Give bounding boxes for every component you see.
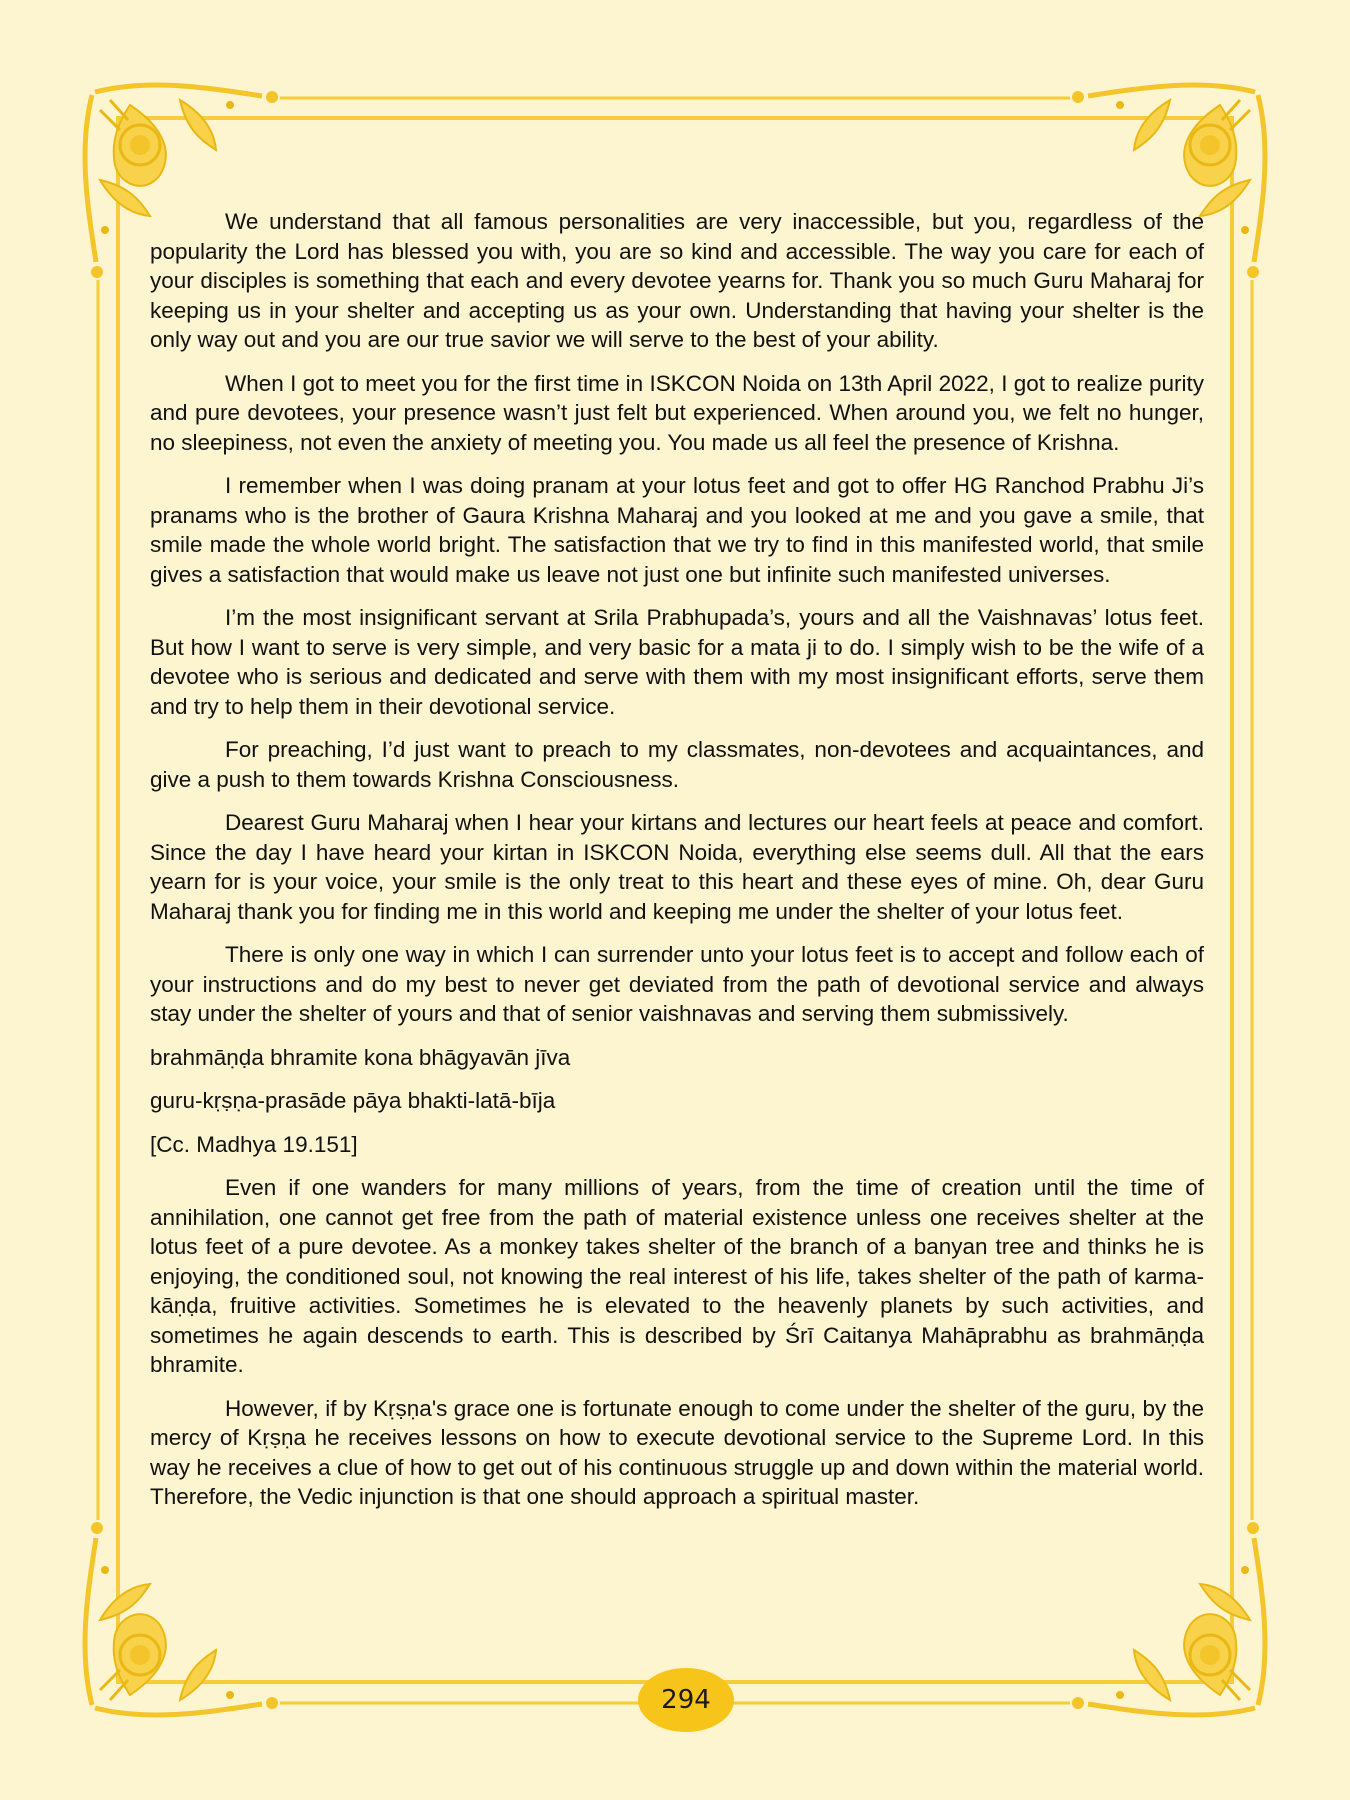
paragraph-3: I remember when I was doing pranam at your lotus feet and got to offer HG Ranchod Prabhu Ji’s pranams who is the brother of Gaura Krishna Maharaj and you looked at me and you gave a smile, that smile made the whole world bright. The satisfaction that we try to find in this manifested world, that smile gives a satisfaction that would make us leave not just one but infinite such manifested universes. bbox=[150, 473, 1204, 587]
purport-paragraph-2: However, if by Kṛṣṇa's grace one is fortunate enough to come under the shelter of the guru, by the mercy of Kṛṣṇa he receives lessons on how to execute devotional service to the Supreme Lord. In this way he receives a clue of how to get out of his continuous struggle up and down within the material world. Therefore, the Vedic injunction is that one should approach a spiritual master. bbox=[150, 1395, 1204, 1509]
corner-ornament-bottom-right bbox=[1072, 1522, 1265, 1715]
paragraph-7: There is only one way in which I can surrender unto your lotus feet is to accept and follow each of your instructions and do my best to never get deviated from the path of devotional service and always stay under the shelter of yours and that of senior vaishnavas and serving them submissively. bbox=[150, 942, 1204, 1026]
paragraph-1: We understand that all famous personalities are very inaccessible, but you, regardless of the popularity the Lord has blessed you with, you are so kind and accessible. The way you care for each of your disciples is something that each and every devotee yearns for. Thank you so much Guru Maharaj for keeping us in your shelter and accepting us as your own. Understanding that having your shelter is the only way out and you are our true savior we will serve to the best of your ability. bbox=[150, 209, 1204, 352]
paragraph-2: When I got to meet you for the first time in ISKCON Noida on 13th April 2022, I got to realize purity and pure devotees, your presence wasn’t just felt but experienced. When around you, we felt no hunger, no sleepiness, not even the anxiety of meeting you. You made us all feel the presence of Krishna. bbox=[150, 370, 1204, 455]
paragraph-4: I’m the most insignificant servant at Srila Prabhupada’s, yours and all the Vaishnavas’ lotus feet. But how I want to serve is very simple, and very basic for a mata ji to do. I simply wish to be the wife of a devotee who is serious and dedicated and serve with them with my most insignificant efforts, serve them and try to help them in their devotional service. bbox=[150, 605, 1204, 719]
purport-paragraph-1: Even if one wanders for many millions of years, from the time of creation until the time of annihilation, one cannot get free from the path of material existence unless one receives shelter at the lotus feet of a pure devotee. As a monkey takes shelter of the branch of a banyan tree and thinks he is enjoying, the conditioned soul, not knowing the real interest of his life, takes shelter of the path of karma-kāṇḍa, fruitive activities. Sometimes he is elevated to the heavenly planets by such activities, and sometimes he again descends to earth. This is described by Śrī Caitanya Mahāprabhu as brahmāṇḍa bhramite. bbox=[150, 1175, 1204, 1377]
verse-line-1: brahmāṇḍa bhramite kona bhāgyavān jīva bbox=[150, 1044, 571, 1070]
verse-reference: [Cc. Madhya 19.151] bbox=[150, 1131, 358, 1157]
paragraph-5: For preaching, I’d just want to preach to my classmates, non-devotees and acquaintances, and give a push to them towards Krishna Consciousness. bbox=[150, 737, 1204, 792]
page-number-badge bbox=[638, 1668, 734, 1732]
body-text bbox=[150, 207, 1204, 1526]
page-number: 294 bbox=[661, 1685, 711, 1715]
verse-line-2: guru-kṛṣṇa-prasāde pāya bhakti-latā-bīja bbox=[150, 1088, 556, 1113]
paragraph-6: Dearest Guru Maharaj when I hear your kirtans and lectures our heart feels at peace and comfort. Since the day I have heard your kirtan in ISKCON Noida, everything else seems dull. All that the ears yearn for is your voice, your smile is the only treat to this heart and these eyes of mine. Oh, dear Guru Maharaj thank you for finding me in this world and keeping me under the shelter of your lotus feet. bbox=[150, 810, 1204, 924]
corner-ornament-bottom-left bbox=[85, 1522, 278, 1715]
